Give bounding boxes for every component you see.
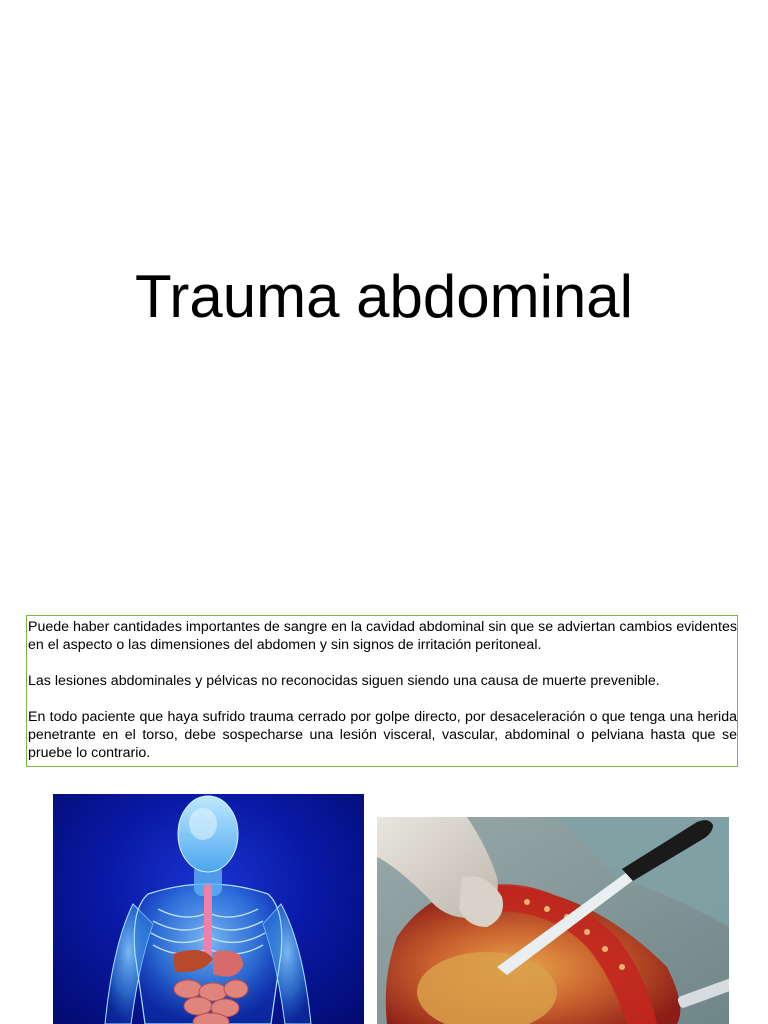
surgery-photo-image xyxy=(377,817,729,1024)
paragraph-3: En todo paciente que haya sufrido trauma cerrado por golpe directo, por desaceleración o que tenga una herida penetrante en el torso, debe sospecharse una lesión visceral, vascular, abdominal o pelviana hasta que se pruebe lo contrario. xyxy=(28,709,737,761)
surgery-photo-icon xyxy=(377,817,729,1024)
anatomy-illustration-icon xyxy=(53,794,364,1024)
text-box xyxy=(26,615,738,767)
anatomy-illustration-image xyxy=(53,794,364,1024)
paragraph-2: Las lesiones abdominales y pélvicas no reconocidas siguen siendo una causa de muerte prevenible. xyxy=(28,673,660,689)
slide-title: Trauma abdominal xyxy=(134,263,634,330)
paragraph-1: Puede haber cantidades importantes de sangre en la cavidad abdominal sin que se adviertan cambios evidentes en el aspecto o las dimensiones del abdomen y sin signos de irritación peritoneal. xyxy=(28,619,737,653)
